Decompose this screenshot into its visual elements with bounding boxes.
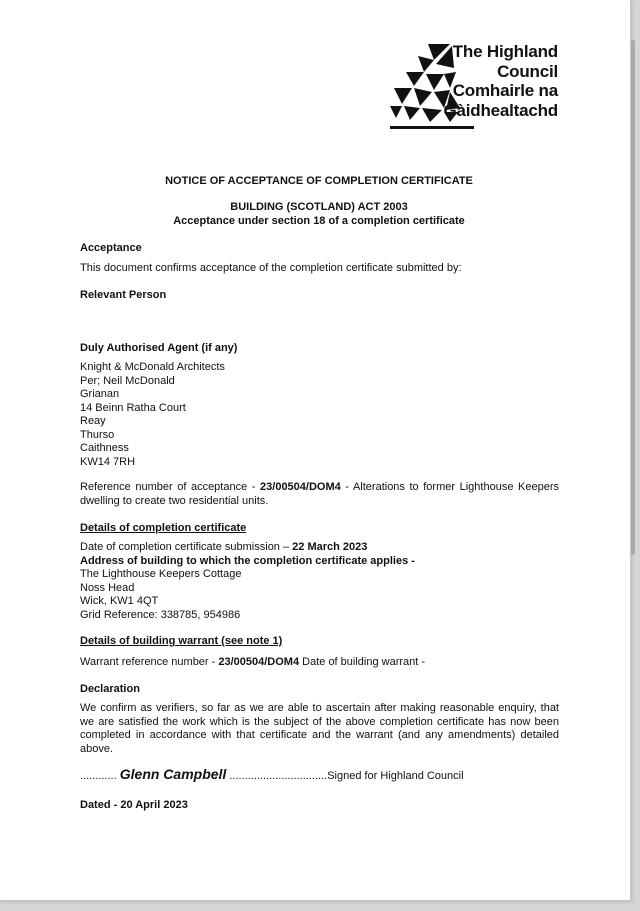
agent-heading: Duly Authorised Agent (if any) — [80, 342, 238, 354]
vertical-scrollbar[interactable] — [631, 40, 635, 555]
address-line: 14 Beinn Ratha Court — [80, 401, 186, 414]
address-line: Knight & McDonald Architects — [80, 361, 225, 373]
act-title: BUILDING (SCOTLAND) ACT 2003 — [230, 201, 408, 213]
relevant-person-heading: Relevant Person — [80, 289, 167, 301]
completion-date-value: 22 March 2023 — [292, 541, 368, 553]
warrant-line — [80, 656, 559, 670]
completion-date — [80, 541, 559, 555]
completion-heading: Details of completion certificate — [80, 522, 247, 534]
address-line: The Lighthouse Keepers Cottage — [80, 568, 242, 580]
signatory-name: Glenn Campbell — [119, 766, 227, 782]
address-line: Noss Head — [80, 581, 135, 594]
agent-address — [80, 361, 559, 469]
section-title: Acceptance under section 18 of a completion certificate — [173, 215, 465, 227]
warrant-date-label: Date of building warrant - — [299, 656, 426, 668]
council-name — [443, 42, 558, 120]
reference-number: 23/00504/DOM4 — [260, 481, 341, 493]
signature-dots: ................................ — [229, 770, 328, 782]
address-line: Caithness — [80, 442, 129, 454]
reference-prefix: Reference number of acceptance - — [80, 481, 261, 493]
dated-line — [80, 799, 559, 813]
signature-dots: ............ — [80, 770, 117, 782]
highland-council-logo — [388, 42, 568, 132]
acceptance-text: This document confirms acceptance of the completion certificate submitted by: — [80, 262, 462, 274]
reference-description: - Alterations to former Lighthouse Keepers dwelling to create two residential units. — [80, 481, 559, 507]
reference-paragraph — [80, 481, 559, 508]
declaration-heading: Declaration — [80, 683, 140, 695]
warrant-number: 23/00504/DOM4 — [218, 656, 300, 668]
logo-line: Comhairle na — [452, 81, 558, 100]
address-line: Thurso — [80, 428, 115, 441]
signature-line — [80, 768, 559, 784]
dated-prefix: Dated - — [80, 799, 121, 811]
acceptance-heading: Acceptance — [80, 242, 142, 254]
building-address — [80, 568, 559, 622]
dated-value: 20 April 2023 — [120, 799, 188, 811]
logo-line: Council — [497, 61, 558, 81]
address-line: Per; Neil McDonald — [80, 374, 175, 387]
address-line: Wick, KW1 4QT — [80, 595, 159, 607]
address-line: Reay — [80, 415, 106, 427]
warrant-heading: Details of building warrant (see note 1) — [80, 635, 283, 647]
warrant-prefix: Warrant reference number - — [80, 656, 219, 668]
signed-for-label: Signed for Highland Council — [327, 770, 464, 782]
logo-line: The Highland — [452, 42, 558, 61]
address-line: Grianan — [80, 388, 120, 400]
notice-title: NOTICE OF ACCEPTANCE OF COMPLETION CERTIFICATE — [165, 175, 473, 187]
declaration-text: We confirm as verifiers, so far as we are able to ascertain after making reasonable enquiry, that we are satisfied the work which is the subject of the above completion certificate has now been completed in accordance with that certificate and the warrant (and any amendments) detailed above. — [80, 702, 559, 755]
address-line: KW14 7RH — [80, 455, 136, 468]
completion-date-prefix: Date of completion certificate submission – — [80, 541, 293, 553]
address-line: Grid Reference: 338785, 954986 — [80, 608, 241, 621]
address-heading: Address of building to which the completion certificate applies - — [80, 555, 415, 567]
logo-line: Gàidhealtachd — [443, 100, 558, 120]
